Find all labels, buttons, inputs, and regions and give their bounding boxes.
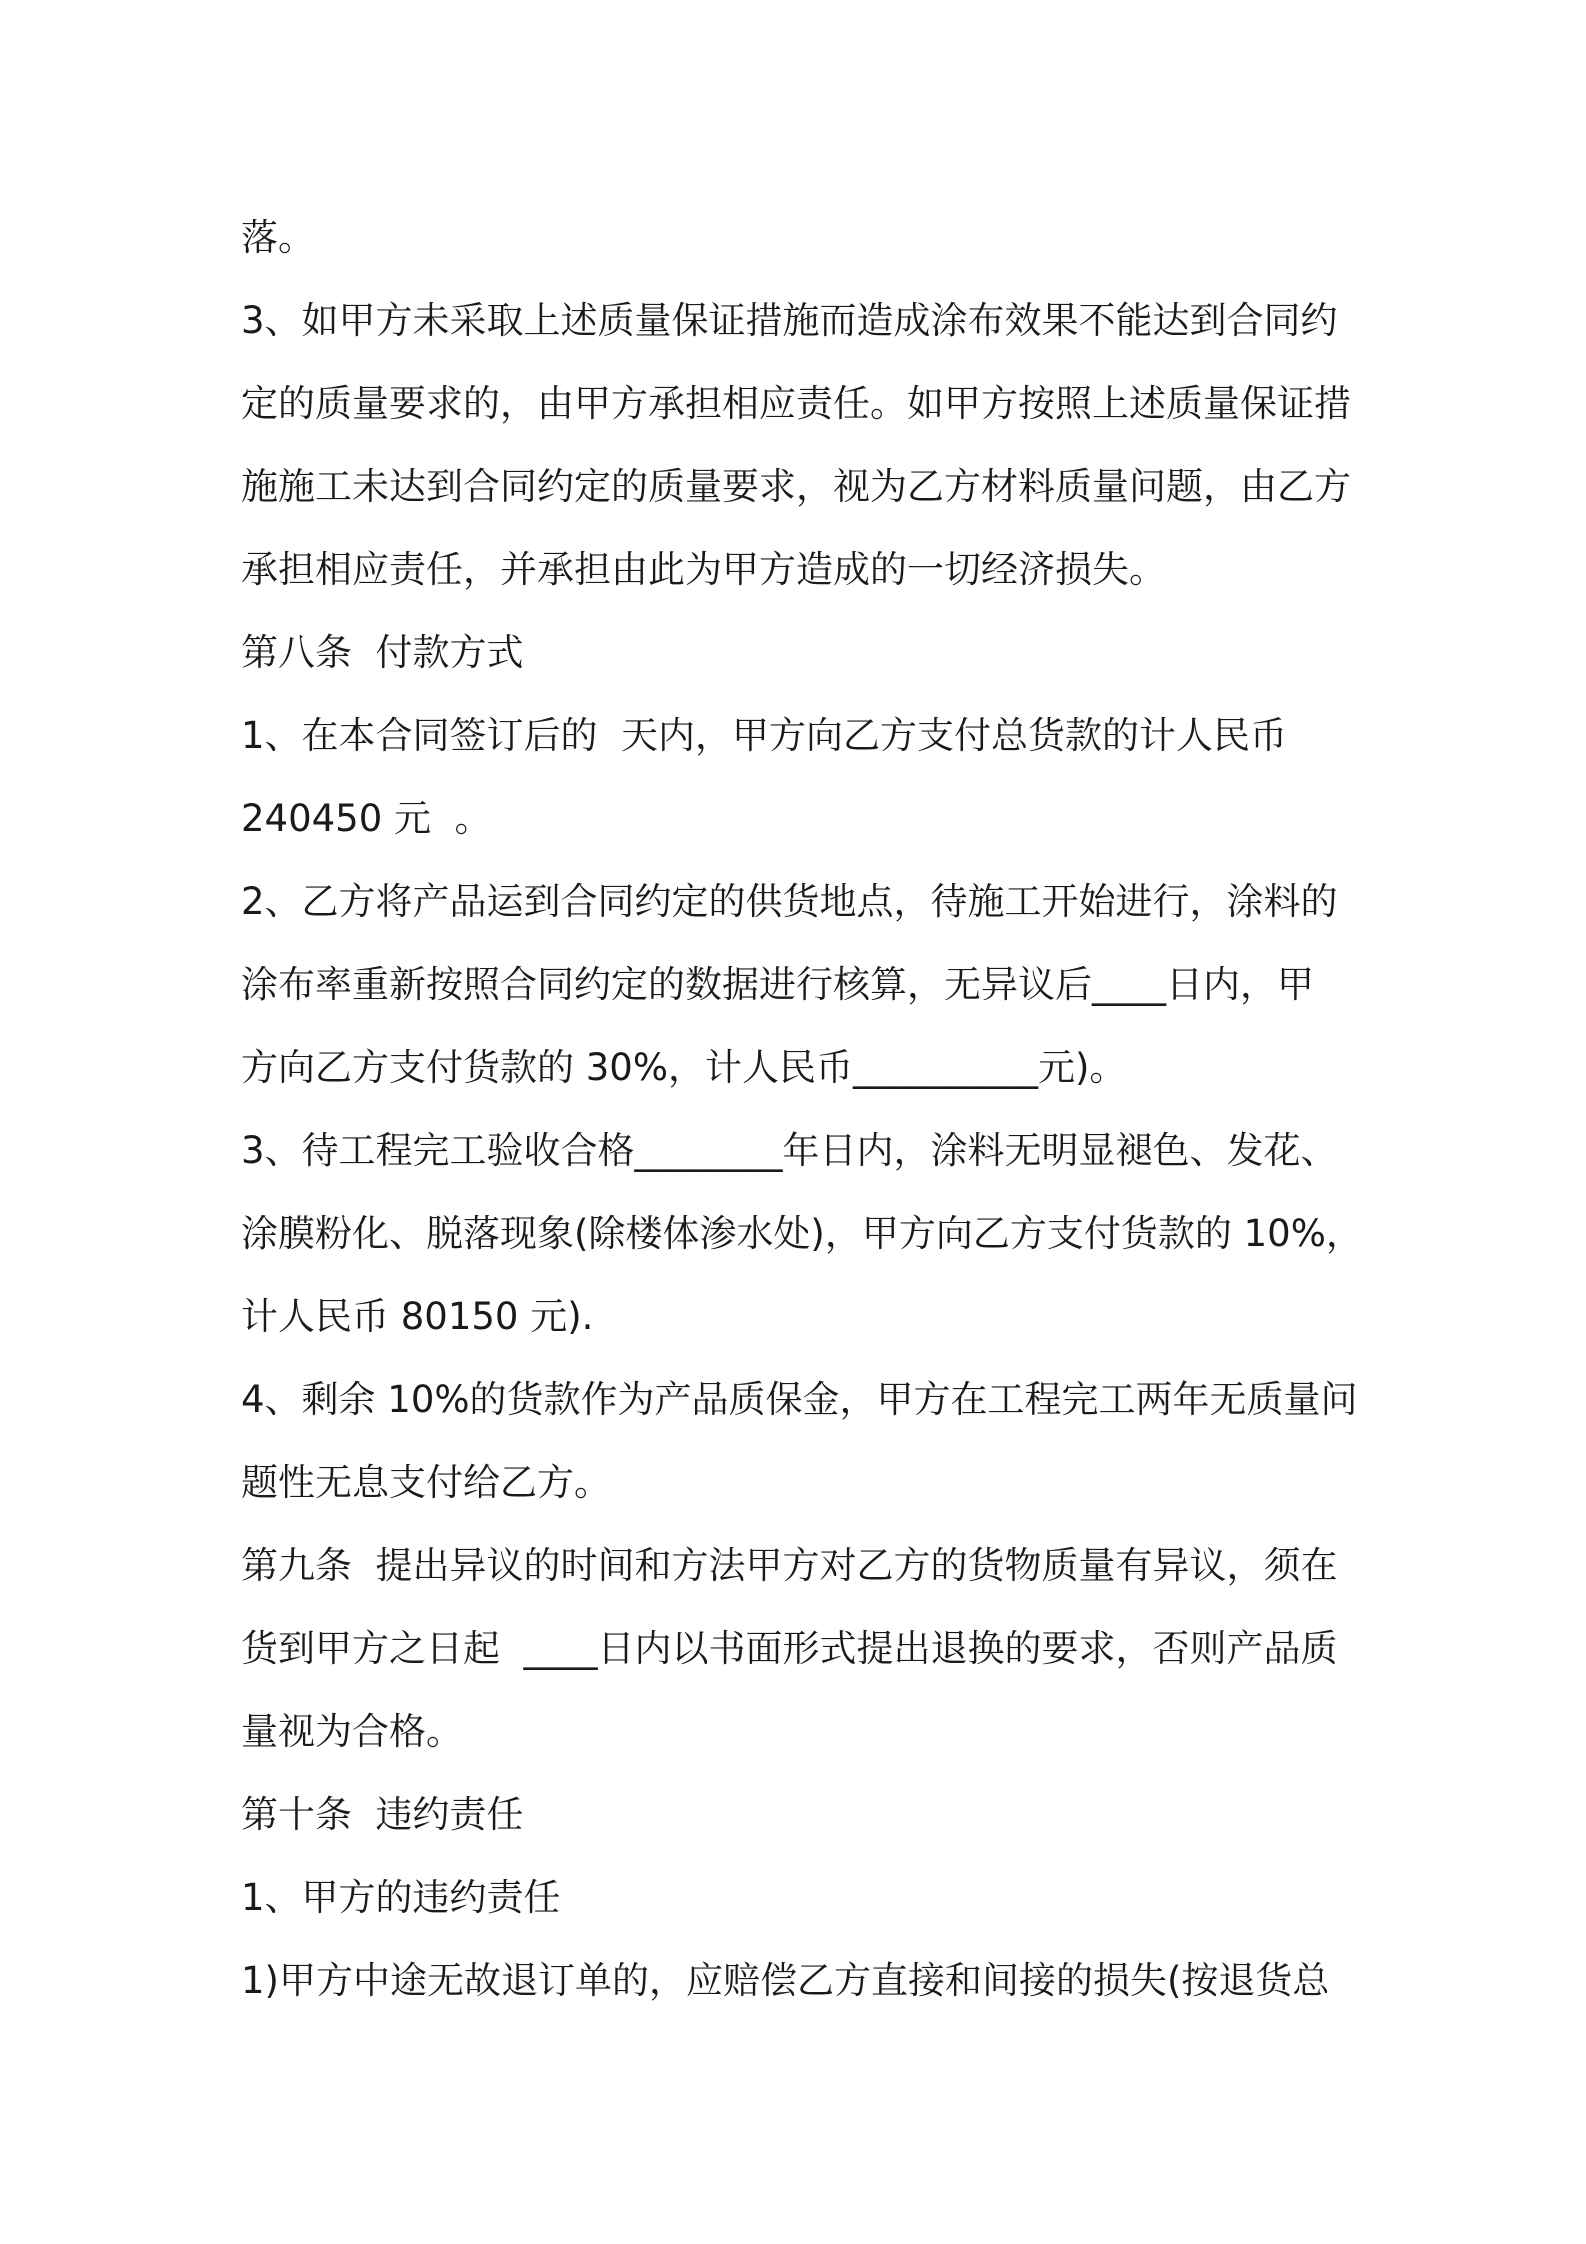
- text-line: 3、待工程完工验收合格________年日内，涂料无明显褪色、发花、: [241, 1129, 1338, 1172]
- section-heading: 第八条 付款方式: [241, 631, 524, 674]
- text-line: 2、乙方将产品运到合同约定的供货地点，待施工开始进行，涂料的: [241, 880, 1338, 923]
- text-line: 4、剩余 10%的货款作为产品质保金，甲方在工程完工两年无质量问: [241, 1378, 1358, 1421]
- text-line: 题性无息支付给乙方。: [241, 1461, 611, 1504]
- text-line: 量视为合格。: [241, 1710, 463, 1753]
- text-line: 1、甲方的违约责任: [241, 1876, 561, 1919]
- section-heading: 第十条 违约责任: [241, 1793, 524, 1836]
- text-line: 240450 元 。: [241, 797, 492, 840]
- text-line: 定的质量要求的，由甲方承担相应责任。如甲方按照上述质量保证措: [241, 382, 1351, 425]
- text-line: 3、如甲方未采取上述质量保证措施而造成涂布效果不能达到合同约: [241, 299, 1338, 342]
- text-line: 涂膜粉化、脱落现象(除楼体渗水处)，甲方向乙方支付货款的 10%，: [241, 1212, 1363, 1255]
- text-line: 落。: [241, 216, 315, 259]
- text-line: 货到甲方之日起 ____日内以书面形式提出退换的要求，否则产品质: [241, 1627, 1338, 1670]
- text-line: 方向乙方支付货款的 30%，计人民币__________元)。: [241, 1046, 1127, 1089]
- text-line: 1、在本合同签订后的 天内，甲方向乙方支付总货款的计人民币: [241, 714, 1288, 757]
- document-body: [241, 196, 1371, 2022]
- text-line: 承担相应责任，并承担由此为甲方造成的一切经济损失。: [241, 548, 1166, 591]
- text-line: 施施工未达到合同约定的质量要求，视为乙方材料质量问题，由乙方: [241, 465, 1351, 508]
- text-line: 1)甲方中途无故退订单的，应赔偿乙方直接和间接的损失(按退货总: [241, 1959, 1330, 2002]
- section-heading: 第九条 提出异议的时间和方法甲方对乙方的货物质量有异议，须在: [241, 1544, 1338, 1587]
- text-line: 涂布率重新按照合同约定的数据进行核算，无异议后____日内，甲: [241, 963, 1314, 1006]
- text-line: 计人民币 80150 元).: [241, 1295, 594, 1338]
